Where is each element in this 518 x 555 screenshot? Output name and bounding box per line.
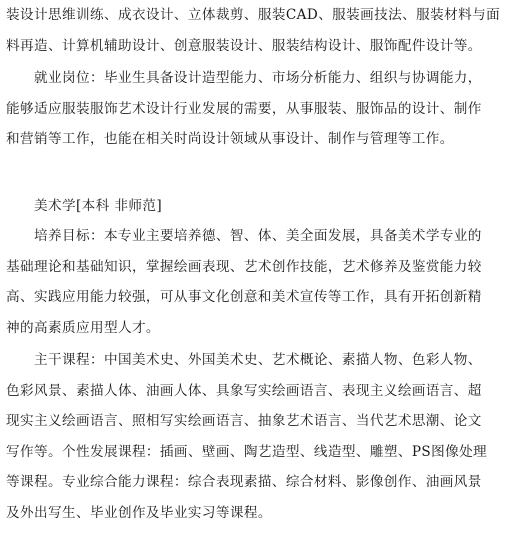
paragraph-line: 料再造、计算机辅助设计、创意服装设计、服装结构设计、服饰配件设计等。: [6, 37, 482, 54]
major-heading: [6, 191, 512, 222]
paragraph-line: 装设计思维训练、成衣设计、立体裁剪、服装CAD、服装画技法、服装材料与面: [6, 7, 501, 23]
paragraph-line: 就业岗位：毕业生具备设计造型能力、市场分析能力、组织与协调能力，: [34, 70, 482, 86]
paragraph-line: 神的高素质应用型人才。: [6, 319, 160, 336]
paragraph-line: 基础理论和基础知识，掌握绘画表现、艺术创作技能，艺术修养及鉴赏能力较: [6, 258, 482, 275]
paragraph-line: 等课程。专业综合能力课程：综合表现素描、综合材料、影像创作、油画风景: [6, 474, 482, 490]
paragraph-line: 色彩风景、素描人体、油画人体、具象写实绘画语言、表现主义绘画语言、超: [6, 382, 482, 399]
paragraph-line: 培养目标：本专业主要培养德、智、体、美全面发展，具备美术学专业的: [34, 228, 482, 244]
fashion-courses-paragraph: [6, 0, 512, 61]
paragraph-line: 主干课程：中国美术史、外国美术史、艺术概论、素描人物、色彩人物、: [34, 352, 482, 368]
fine-arts-courses-paragraph: [6, 345, 512, 528]
paragraph-line: 写作等。个性发展课程：插画、壁画、陶艺造型、线造型、雕塑、PS图像处理: [6, 443, 488, 460]
major-heading-text: 美术学[本科 非师范]: [34, 197, 163, 214]
paragraph-line: 及外出写生、毕业创作及毕业实习等课程。: [6, 504, 272, 521]
fashion-employment-paragraph: [6, 63, 512, 155]
paragraph-line: 现实主义绘画语言、照相写实绘画语言、抽象艺术语言、当代艺术思潮、论文: [6, 413, 482, 429]
paragraph-line: 高、实践应用能力较强，可从事文化创意和美术宣传等工作，具有开拓创新精: [6, 289, 482, 305]
paragraph-line: 和营销等工作，也能在相关时尚设计领域从事设计、制作与管理等工作。: [6, 131, 454, 147]
document-page: [6, 0, 512, 528]
paragraph-line: 能够适应服装服饰艺术设计行业发展的需要，从事服装、服饰品的设计、制作: [6, 100, 482, 117]
fine-arts-objectives-paragraph: [6, 221, 512, 343]
